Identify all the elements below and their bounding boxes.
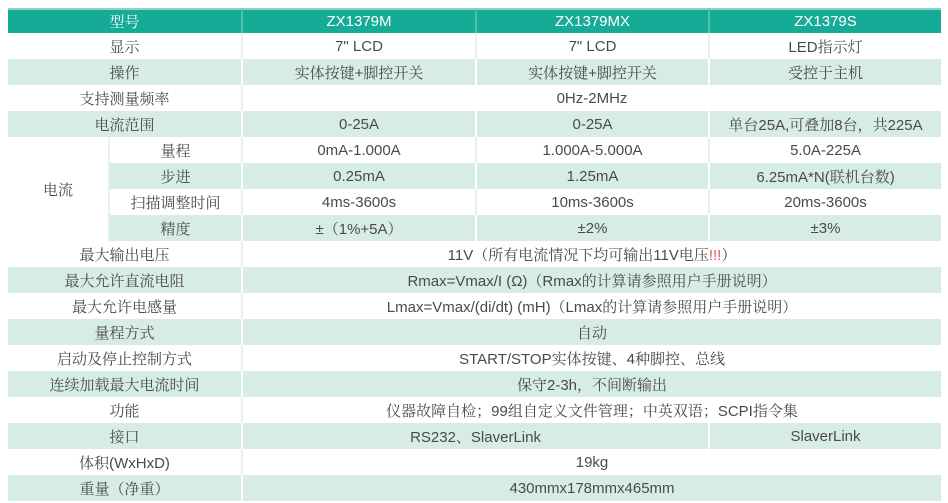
row-current-range-m: 0-25A	[243, 111, 477, 137]
row-step	[8, 163, 941, 189]
spec-table	[8, 8, 941, 501]
header-row	[8, 8, 941, 33]
row-current-range-s: 单台25A,可叠加8台，共225A	[710, 111, 941, 137]
row-accuracy	[8, 215, 941, 241]
row-range-mode-value: 自动	[243, 319, 941, 345]
row-display-label: 显示	[8, 33, 243, 59]
row-current-measure-range	[8, 137, 941, 163]
row-max-resistance-label: 最大允许直流电阻	[8, 267, 243, 293]
row-operation	[8, 59, 941, 85]
row-measure-range-mx: 1.000A-5.000A	[477, 137, 710, 163]
row-operation-s: 受控于主机	[710, 59, 941, 85]
row-frequency	[8, 85, 941, 111]
row-continuous-load	[8, 371, 941, 397]
row-max-voltage-value	[243, 241, 941, 267]
row-measure-range-label: 量程	[110, 137, 243, 163]
row-weight-label: 重量（净重）	[8, 475, 243, 501]
row-accuracy-mx: ±2%	[477, 215, 710, 241]
max-voltage-alert: !!!	[708, 246, 722, 264]
row-sweep-time-m: 4ms-3600s	[243, 189, 477, 215]
row-functions	[8, 397, 941, 423]
row-step-label: 步进	[110, 163, 243, 189]
row-current-range	[8, 111, 941, 137]
row-display-s: LED指示灯	[710, 33, 941, 59]
row-range-mode	[8, 319, 941, 345]
row-max-voltage	[8, 241, 941, 267]
row-measure-range-s: 5.0A-225A	[710, 137, 941, 163]
row-sweep-time-s: 20ms-3600s	[710, 189, 941, 215]
row-display-m: 7" LCD	[243, 33, 477, 59]
row-accuracy-label: 精度	[110, 215, 243, 241]
row-weight	[8, 475, 941, 501]
row-max-inductance-label: 最大允许电感量	[8, 293, 243, 319]
row-max-inductance	[8, 293, 941, 319]
header-model-m: ZX1379M	[243, 8, 477, 33]
row-current-range-mx: 0-25A	[477, 111, 710, 137]
row-functions-value: 仪器故障自检；99组自定义文件管理；中英双语；SCPI指令集	[243, 397, 941, 423]
max-voltage-close: ）	[721, 246, 737, 264]
row-display-mx: 7" LCD	[477, 33, 710, 59]
row-frequency-value: 0Hz-2MHz	[243, 85, 941, 111]
row-operation-m: 实体按键+脚控开关	[243, 59, 477, 85]
row-interface-s: SlaverLink	[710, 423, 941, 449]
row-start-stop-label: 启动及停止控制方式	[8, 345, 243, 371]
row-operation-label: 操作	[8, 59, 243, 85]
row-max-resistance	[8, 267, 941, 293]
current-group-label: 电流	[8, 137, 110, 241]
row-start-stop	[8, 345, 941, 371]
row-step-mx: 1.25mA	[477, 163, 710, 189]
row-step-s: 6.25mA*N(联机台数)	[710, 163, 941, 189]
row-sweep-time-mx: 10ms-3600s	[477, 189, 710, 215]
row-continuous-load-value: 保守2-3h，不间断输出	[243, 371, 941, 397]
row-dimensions-label: 体积(WxHxD)	[8, 449, 243, 475]
row-display	[8, 33, 941, 59]
row-sweep-time-label: 扫描调整时间	[110, 189, 243, 215]
max-voltage-text: 11V（所有电流情况下均可输出11V电压	[447, 246, 709, 264]
row-operation-mx: 实体按键+脚控开关	[477, 59, 710, 85]
row-accuracy-s: ±3%	[710, 215, 941, 241]
row-interface	[8, 423, 941, 449]
row-frequency-label: 支持测量频率	[8, 85, 243, 111]
row-step-m: 0.25mA	[243, 163, 477, 189]
row-current-range-label: 电流范围	[8, 111, 243, 137]
header-model-s: ZX1379S	[710, 8, 941, 33]
header-model-mx: ZX1379MX	[477, 8, 710, 33]
row-range-mode-label: 量程方式	[8, 319, 243, 345]
row-sweep-time	[8, 189, 941, 215]
row-start-stop-value: START/STOP实体按键、4种脚控、总线	[243, 345, 941, 371]
row-interface-m-mx: RS232、SlaverLink	[243, 423, 710, 449]
row-max-resistance-value: Rmax=Vmax/I (Ω)（Rmax的计算请参照用户手册说明）	[243, 267, 941, 293]
row-measure-range-m: 0mA-1.000A	[243, 137, 477, 163]
row-max-inductance-value: Lmax=Vmax/(di/dt) (mH)（Lmax的计算请参照用户手册说明）	[243, 293, 941, 319]
row-max-voltage-label: 最大输出电压	[8, 241, 243, 267]
header-model-label: 型号	[8, 8, 243, 33]
row-interface-label: 接口	[8, 423, 243, 449]
row-dimensions	[8, 449, 941, 475]
row-functions-label: 功能	[8, 397, 243, 423]
row-continuous-load-label: 连续加载最大电流时间	[8, 371, 243, 397]
row-weight-value: 430mmx178mmx465mm	[243, 475, 941, 501]
row-dimensions-value: 19kg	[243, 449, 941, 475]
row-accuracy-m: ±（1%+5A）	[243, 215, 477, 241]
